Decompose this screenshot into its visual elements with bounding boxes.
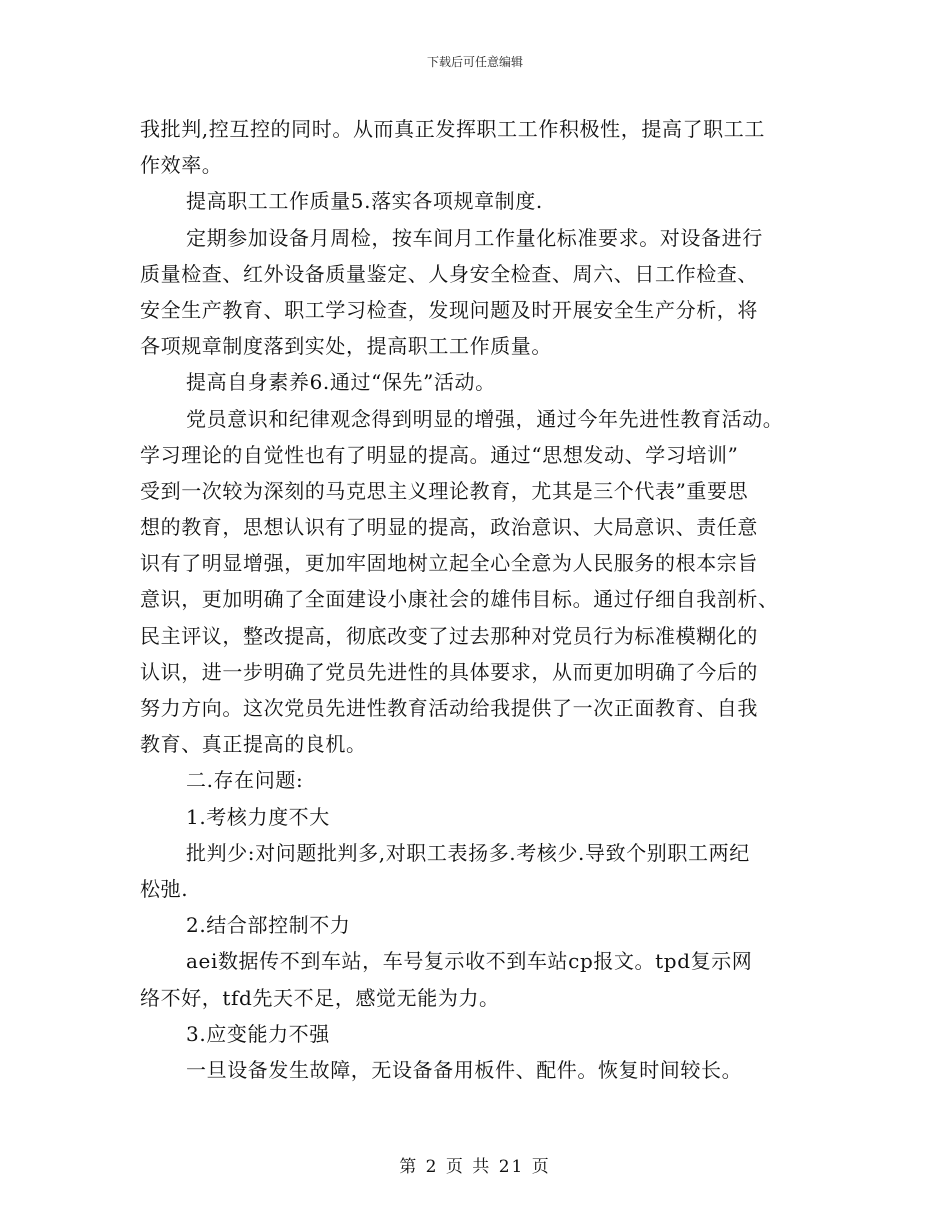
text-line: 3.应变能力不强 bbox=[186, 1021, 330, 1046]
text-line: aei数据传不到车站，车号复示收不到车站cp报文。tpd复示网 bbox=[186, 949, 753, 974]
text-line: 想的教育，思想认识有了明显的提高，政治意识、大局意识、责任意 bbox=[140, 515, 758, 540]
text-line: 安全生产教育、职工学习检查，发现问题及时开展安全生产分析，将 bbox=[140, 297, 758, 322]
text-line: 作效率。 bbox=[140, 153, 223, 178]
text-line: 党员意识和纪律观念得到明显的增强，通过今年先进性教育活动。 bbox=[186, 406, 784, 431]
text-line: 定期参加设备月周检，按车间月工作量化标准要求。对设备进行 bbox=[186, 225, 763, 250]
text-line: 民主评议，整改提高，彻底改变了过去那种对党员行为标准模糊化的 bbox=[140, 623, 758, 648]
text-line: 识有了明显增强，更加牢固地树立起全心全意为人民服务的根本宗旨 bbox=[140, 551, 758, 576]
text-line: 松弛. bbox=[140, 876, 189, 901]
text-line: 二.存在问题: bbox=[186, 768, 304, 793]
document-body bbox=[140, 111, 820, 1088]
text-line: 受到一次较为深刻的马克思主义理论教育，尤其是三个代表”重要思 bbox=[140, 478, 749, 503]
text-line: 认识，进一步明确了党员先进性的具体要求，从而更加明确了今后的 bbox=[140, 659, 758, 684]
text-line: 学习理论的自觉性也有了明显的提高。通过“思想发动、学习培训” bbox=[140, 442, 739, 467]
text-line: 2.结合部控制不力 bbox=[186, 913, 351, 938]
text-line: 批判少:对问题批判多,对职工表扬多.考核少.导致个别职工两纪 bbox=[186, 840, 750, 865]
text-line: 努力方向。这次党员先进性教育活动给我提供了一次正面教育、自我 bbox=[140, 696, 758, 720]
page-header: 下载后可任意编辑 bbox=[426, 55, 523, 69]
text-line: 提高自身素养6.通过“保先”活动。 bbox=[186, 370, 496, 395]
text-line: 意识，更加明确了全面建设小康社会的雄伟目标。通过仔细自我剖析、 bbox=[140, 587, 779, 612]
text-line: 一旦设备发生故障，无设备备用板件、配件。恢复时间较长。 bbox=[186, 1057, 743, 1082]
text-line: 络不好，tfd先天不足，感觉无能为力。 bbox=[140, 985, 500, 1010]
text-line: 1.考核力度不大 bbox=[186, 804, 330, 829]
text-line: 教育、真正提高的良机。 bbox=[140, 732, 367, 757]
page-footer: 第 2 页 共 21 页 bbox=[399, 1157, 551, 1177]
text-line: 各项规章制度落到实处，提高职工工作质量。 bbox=[140, 334, 552, 359]
text-line: 我批判,控互控的同时。从而真正发挥职工工作积极性，提高了职工工 bbox=[140, 117, 765, 141]
text-line: 提高职工工作质量5.落实各项规章制度. bbox=[186, 189, 543, 214]
text-line: 质量检查、红外设备质量鉴定、人身安全检查、周六、日工作检查、 bbox=[140, 261, 758, 286]
